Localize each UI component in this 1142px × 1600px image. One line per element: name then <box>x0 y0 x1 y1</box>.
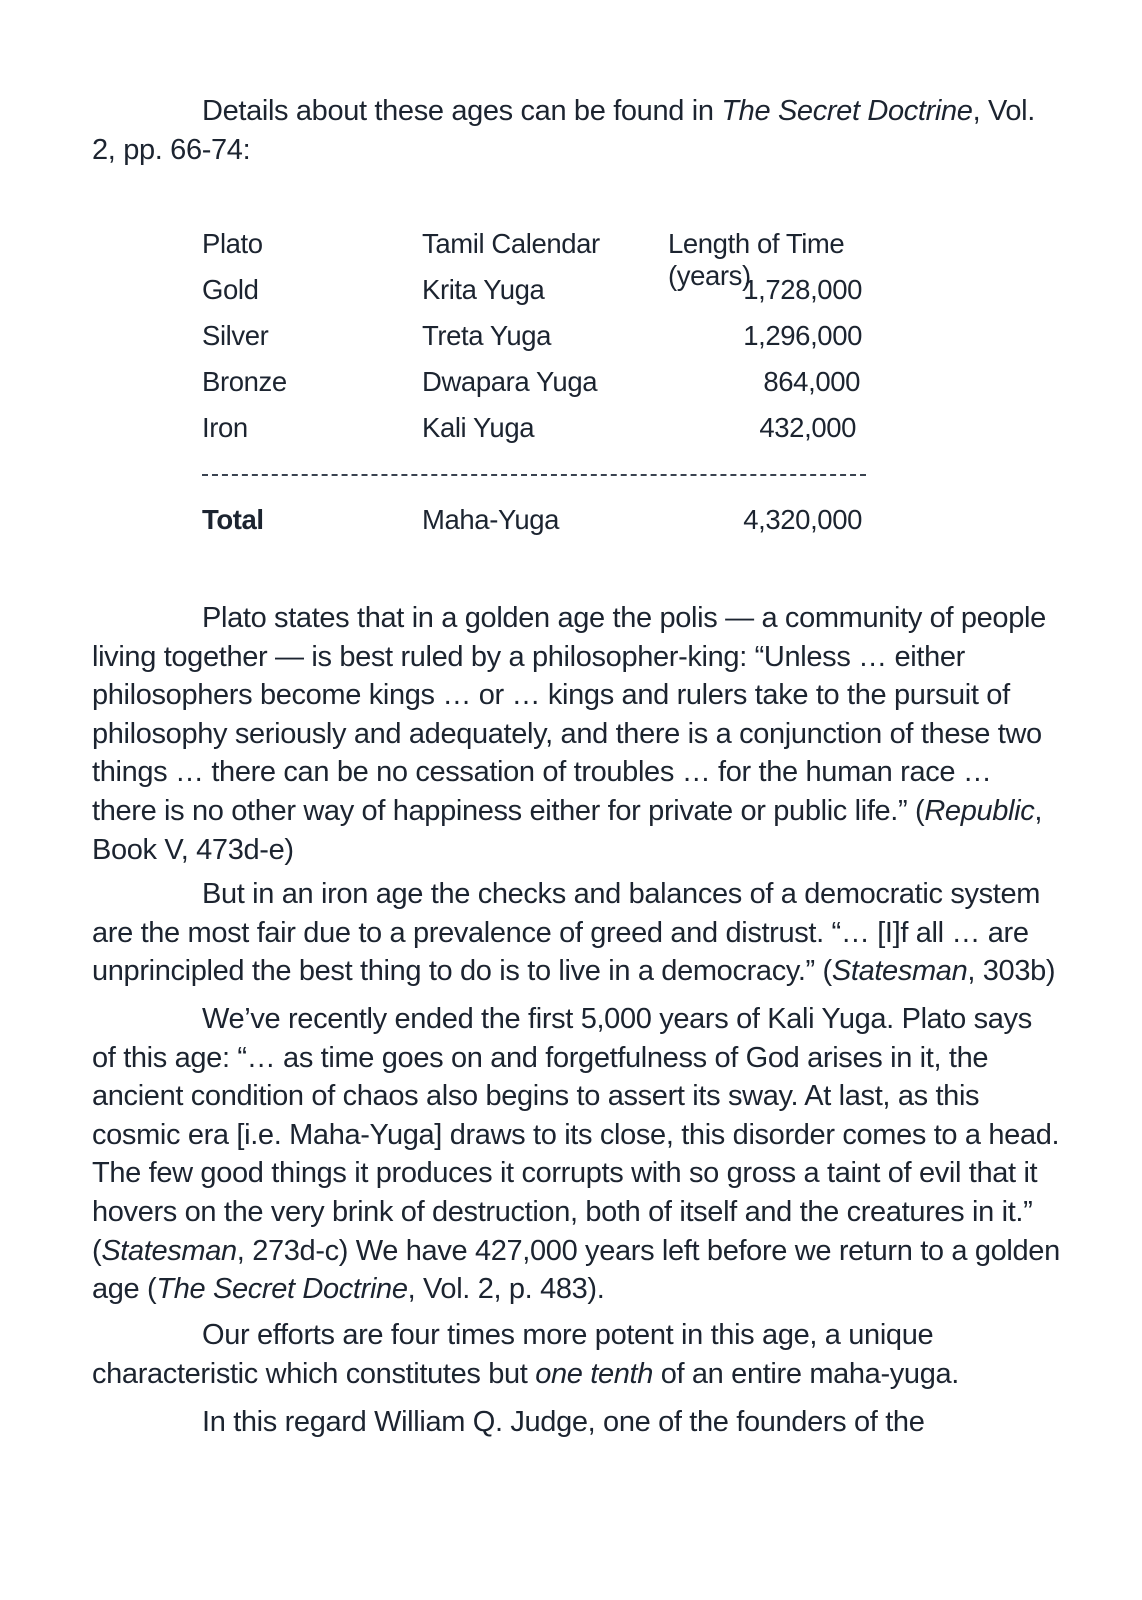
cell-plato: Gold <box>202 274 259 305</box>
table-row <box>202 320 882 360</box>
table-total-row <box>202 504 882 544</box>
header-length-of-time: Length of Time (years) <box>668 228 845 291</box>
paragraph-text-end: of an entire maha-yuga. <box>653 1357 959 1390</box>
cell-tamil: Krita Yuga <box>422 274 545 305</box>
total-label: Total <box>202 504 264 535</box>
intro-text: Details about these ages can be found in <box>202 95 722 127</box>
cell-tamil: Dwapara Yuga <box>422 366 598 397</box>
paragraph-text-middle: , 273d-c) We have 427,000 years left before we return to a golden age ( <box>92 1234 1060 1306</box>
cell-years: 1,296,000 <box>743 320 862 351</box>
paragraph-text: But in an iron age the checks and balances of a democratic system are the most fair due to a prevalence of greed and distrust. “… [I]f all … are unprincipled the best thing to do is to live in a democracy.” ( <box>92 878 1041 988</box>
citation-title: Statesman <box>831 955 968 988</box>
header-tamil-calendar: Tamil Calendar <box>422 228 600 259</box>
paragraph-text: Plato states that in a golden age the polis — a community of people living together — is best ruled by a philosopher-king: “Unless … either philosophers become kings … or … kings and rulers take to the pursuit of philosophy seriously and adequately, and there is a conjunction of these two things … there can be no cessation of troubles … for the human race … there is no other way of happiness either for private or public life.” ( <box>92 602 1046 827</box>
cell-plato: Bronze <box>202 366 287 397</box>
citation-title: Republic <box>924 794 1035 827</box>
paragraph-text: In this regard William Q. Judge, one of the founders of the <box>202 1406 925 1438</box>
cell-years: 432,000 <box>759 412 856 443</box>
total-years: 4,320,000 <box>743 504 862 535</box>
paragraph-text-end: , Book V, 473d-e) <box>92 794 1043 866</box>
total-tamil: Maha-Yuga <box>422 504 560 535</box>
cell-plato: Silver <box>202 320 269 351</box>
header-plato: Plato <box>202 228 263 259</box>
intro-book-title: The Secret Doctrine <box>721 95 973 127</box>
paragraph-text-end: , 303b) <box>967 955 1056 988</box>
cell-plato: Iron <box>202 412 248 443</box>
table-row <box>202 366 882 406</box>
paragraph-judge <box>92 1403 1062 1442</box>
paragraph-efforts <box>92 1316 1062 1393</box>
intro-paragraph <box>92 92 1062 169</box>
table-row <box>202 274 882 314</box>
cell-years: 1,728,000 <box>743 274 862 305</box>
paragraph-kali-yuga <box>92 1000 1062 1309</box>
paragraph-text: We’ve recently ended the first 5,000 years of Kali Yuga. Plato says of this age: “… as time goes on and forgetfulness of God arises in it, the ancient condition of chaos also begins to assert its sway. At last, as this cosmic era [i.e. Maha-Yuga] draws to its close, this disorder comes to a head. The few good things it produces it corrupts with so gross a taint of evil that it hovers on the very brink of destruction, both of itself and the creatures in it.” ( <box>92 1003 1060 1267</box>
paragraph-text: Our efforts are four times more potent in this age, a unique characteristic which constitutes but <box>92 1319 934 1390</box>
table-separator <box>202 474 866 476</box>
paragraph-plato-golden-age <box>92 599 1062 869</box>
paragraph-text-end: , Vol. 2, p. 483). <box>407 1273 605 1306</box>
table-row <box>202 412 882 452</box>
cell-tamil: Treta Yuga <box>422 320 552 351</box>
intro-text-end: , Vol. 2, pp. 66-74: <box>92 95 1035 166</box>
cell-years: 864,000 <box>763 366 860 397</box>
citation-title: Statesman <box>101 1234 237 1267</box>
citation-title-secondary: The Secret Doctrine <box>156 1273 408 1306</box>
emphasis-text: one tenth <box>535 1357 653 1390</box>
cell-tamil: Kali Yuga <box>422 412 535 443</box>
paragraph-iron-age <box>92 875 1062 991</box>
